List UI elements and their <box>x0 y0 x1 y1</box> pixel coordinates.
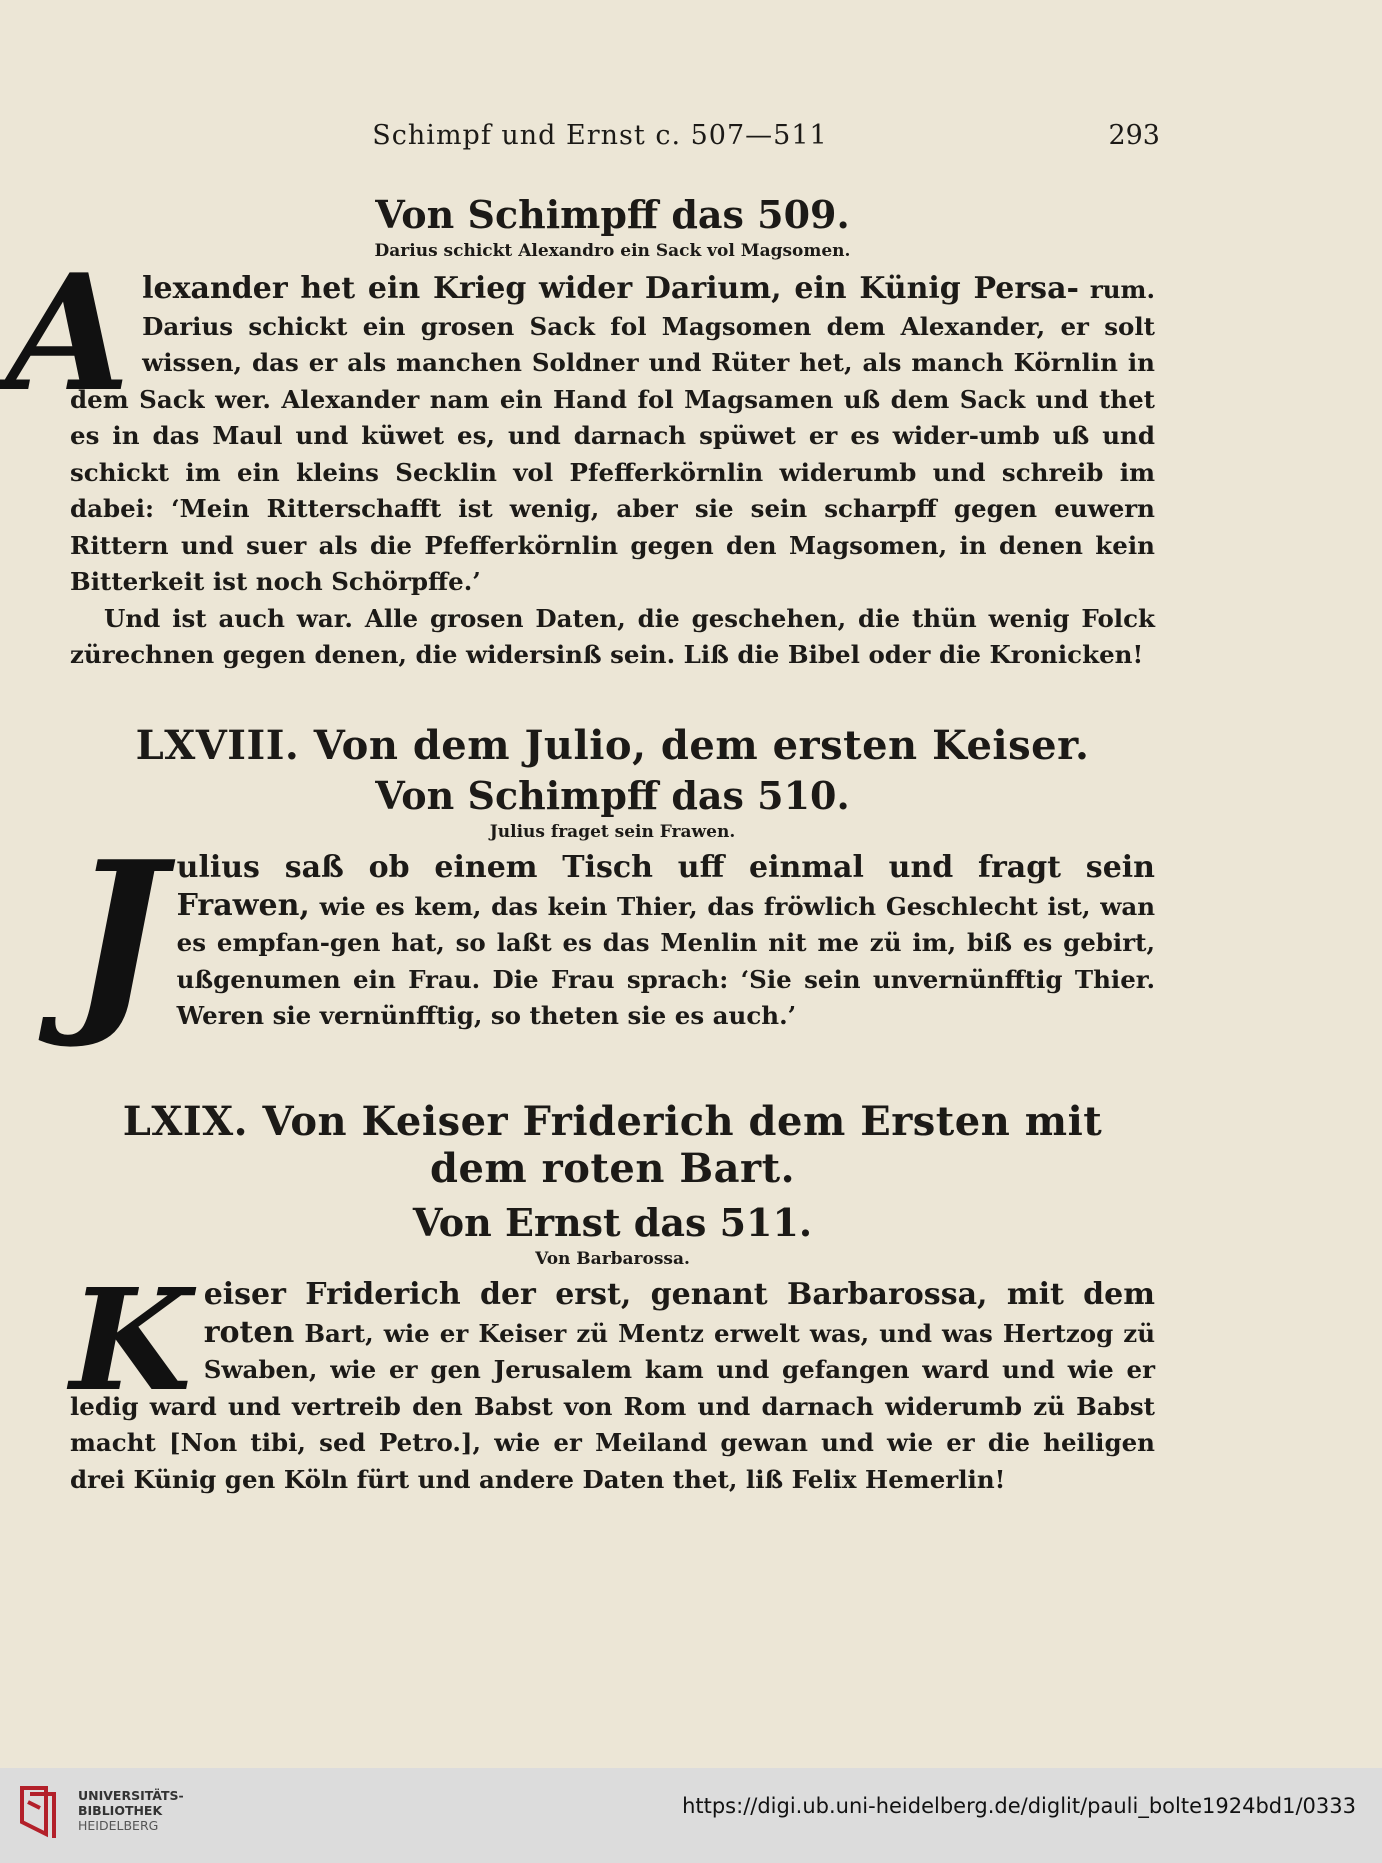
running-head: Schimpf und Ernst c. 507—511 <box>372 120 828 151</box>
section-subtitle: Von Schimpff das 510. <box>375 773 850 818</box>
section-subtitle: Von Schimpff das 509. <box>375 192 850 237</box>
footer-bar <box>0 1768 1382 1863</box>
library-logo-icon <box>16 1782 60 1840</box>
permalink-url[interactable]: https://digi.ub.uni-heidelberg.de/diglit/pauli_bolte1924bd1/0333 <box>682 1794 1356 1818</box>
page-number: 293 <box>1108 120 1160 151</box>
drop-cap-initial: K <box>70 1259 192 1423</box>
logo-line: BIBLIOTHEK <box>78 1803 163 1818</box>
drop-cap-initial: J <box>70 818 165 1053</box>
section-paragraph <box>70 850 1155 1035</box>
section-510 <box>70 722 1156 1053</box>
chapter-heading: LXIX. Von Keiser Friderich dem Ersten mit dem roten Bart. <box>122 1098 1103 1192</box>
chapter-heading: LXVIII. Von dem Julio, dem ersten Keiser. <box>135 722 1090 769</box>
paragraph-first-line: eiser Friderich der erst, genant Barbarossa, mit dem roten <box>203 1277 1155 1350</box>
section-paragraph <box>70 1277 1155 1498</box>
paragraph-body: Bart, wie er Keiser zü Mentz erwelt was, und was Hertzog zü Swaben, wie er gen Jerusalem kam und gefangen ward und wie er ledig ward und vertreib den Babst von Rom und darnach widerumb zü Babst macht [Non tibi, sed Petro.], wie er Meiland gewan und wie er die heiligen drei Künig gen Köln fürt und andere Daten thet, liß Felix Hemerlin! <box>70 1318 1156 1494</box>
section-paragraph-2: Und ist auch war. Alle grosen Daten, die geschehen, die thün wenig Folck zürechnen gegen denen, die widersinß sein. Liß die Bibel oder die Kronicken! <box>70 603 1155 669</box>
section-511 <box>70 1098 1155 1498</box>
section-paragraph <box>70 271 1155 601</box>
paragraph-first-line: lexander het ein Krieg wider Darium, ein Künig Persa- <box>142 271 1079 306</box>
paragraph-first-line: ulius saß ob einem Tisch uff einmal und fragt sein Frawen, <box>176 850 1155 923</box>
section-note: Von Barbarossa. <box>535 1249 690 1269</box>
paragraph-body: wie es kem, das kein Thier, das fröwlich Geschlecht ist, wan es empfan-gen hat, so laßt es das Menlin nit me zü im, biß es gebirt, ußgenumen ein Frau. Die Frau sprach: ‘Sie sein unvernünfftig Thier. Weren sie vernünfftig, so theten sie es auch.’ <box>176 891 1156 1030</box>
logo-line: UNIVERSITÄTS- <box>78 1788 184 1803</box>
paragraph-body: rum. Darius schickt ein grosen Sack fol Magsomen dem Alexander, er solt wissen, das er als manchen Soldner und Rüter het, als manch Körnlin in dem Sack wer. Alexander nam ein Hand fol Magsamen uß dem Sack und thet es in das Maul und küwet es, und darnach spüwet er es wider-umb uß und schickt im ein kleins Secklin vol Pfefferkörnlin widerumb und schreib im dabei: ‘Mein Ritterschafft ist wenig, aber sie sein scharpff gegen euwern Rittern und suer als die Pfefferkörnlin gegen den Magsomen, in denen kein Bitterkeit ist noch Schörpffe.’ <box>70 275 1156 596</box>
drop-cap-initial: A <box>6 239 131 427</box>
section-509 <box>6 192 1156 674</box>
section-subtitle: Von Ernst das 511. <box>412 1200 813 1245</box>
library-logo-text <box>78 1788 184 1833</box>
logo-line: HEIDELBERG <box>78 1818 159 1833</box>
section-note: Julius fraget sein Frawen. <box>489 822 736 842</box>
section-note: Darius schickt Alexandro ein Sack vol Magsomen. <box>374 241 851 261</box>
